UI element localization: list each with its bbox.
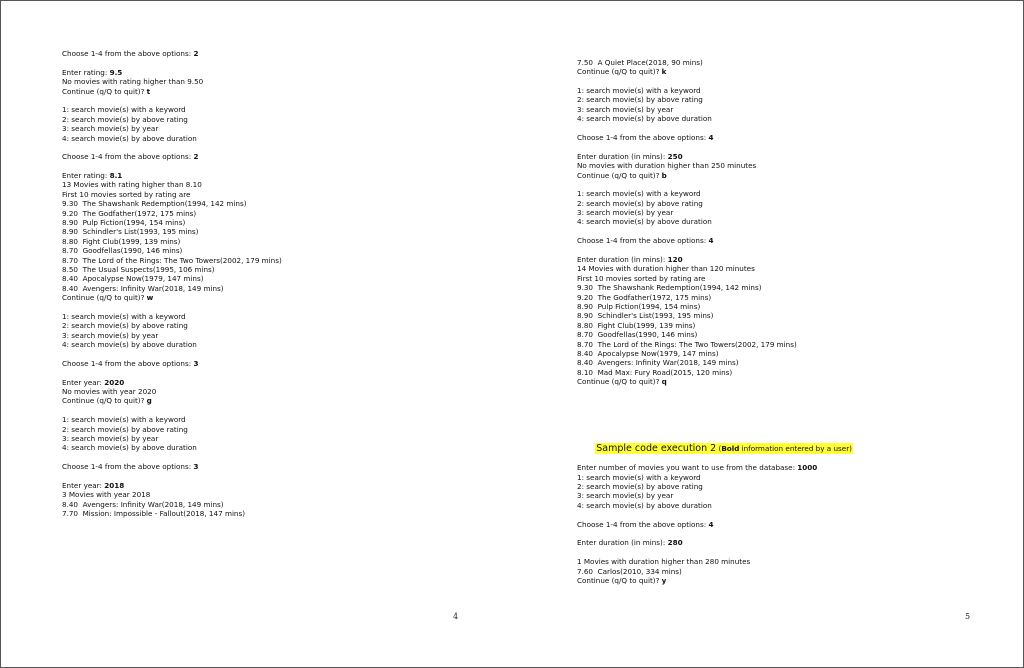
text-line: [62, 265, 282, 274]
line-text: 1: search movie(s) with a keyword: [577, 472, 701, 482]
line-text: 3 Movies with year 2018: [62, 490, 151, 500]
text-line: [62, 462, 282, 471]
user-input-value: 3: [193, 462, 199, 472]
text-line: [577, 114, 853, 123]
user-input-value: q: [661, 377, 667, 387]
user-input-value: 1000: [797, 463, 818, 473]
user-input-value: 4: [708, 519, 714, 529]
blank-line: [62, 162, 282, 171]
text-line: [62, 387, 282, 396]
text-line: [577, 358, 853, 367]
line-text: 2: search movie(s) by above rating: [577, 95, 703, 105]
line-text: Continue (q/Q to quit)?: [577, 576, 662, 585]
blank-line: [62, 350, 282, 359]
text-line: [62, 312, 282, 321]
line-text: 4: search movie(s) by above duration: [577, 114, 712, 124]
text-line: [577, 105, 853, 114]
text-line: [577, 557, 853, 566]
line-text: 3: search movie(s) by year: [62, 124, 159, 134]
user-input-value: 4: [708, 132, 714, 142]
blank-line: [577, 77, 853, 86]
blank-line: [577, 124, 853, 133]
text-line: [577, 264, 853, 273]
line-text: 7.60 Carlos(2010, 334 mins): [577, 566, 682, 576]
text-line: [62, 68, 282, 77]
section-heading: [577, 434, 853, 454]
text-line: [62, 396, 282, 405]
text-line: [62, 509, 282, 518]
line-text: 1: search movie(s) with a keyword: [62, 415, 186, 425]
line-text: 4: search movie(s) by above duration: [62, 340, 197, 350]
line-text: 1: search movie(s) with a keyword: [62, 105, 186, 115]
line-text: Continue (q/Q to quit)?: [62, 86, 147, 96]
text-line: [62, 49, 282, 58]
line-text: Choose 1-4 from the above options:: [62, 358, 194, 368]
line-text: 2: search movie(s) by above rating: [577, 198, 703, 208]
text-line: [62, 481, 282, 490]
line-text: 4: search movie(s) by above duration: [62, 133, 197, 143]
user-input-value: 3: [193, 358, 199, 368]
line-text: 9.30 The Shawshank Redemption(1994, 142 mins): [577, 283, 762, 293]
text-line: [62, 87, 282, 96]
text-line: [62, 415, 282, 424]
line-text: No movies with rating higher than 9.50: [62, 77, 204, 87]
text-line: [577, 58, 853, 67]
text-line: [62, 124, 282, 133]
line-text: Choose 1-4 from the above options:: [577, 236, 709, 246]
text-line: [577, 340, 853, 349]
text-line: [577, 161, 853, 170]
user-input-value: 280: [667, 538, 683, 548]
line-text: 4: search movie(s) by above duration: [577, 217, 712, 227]
blank-line: [62, 303, 282, 312]
page-4: [1, 1, 511, 667]
line-text: No movies with year 2020: [62, 387, 157, 397]
text-line: [577, 491, 853, 500]
line-text: 14 Movies with duration higher than 120 minutes: [577, 264, 755, 274]
heading-note: (Bold information entered by a user): [716, 443, 852, 453]
heading-title: Sample code execution 2: [596, 442, 717, 454]
line-text: 7.70 Mission: Impossible - Fallout(2018, 147 mins): [62, 509, 246, 519]
text-line: [62, 256, 282, 265]
page-number: 4: [453, 612, 459, 621]
text-line: [62, 180, 282, 189]
user-input-value: 2018: [104, 480, 125, 490]
line-text: 4: search movie(s) by above duration: [62, 443, 197, 453]
line-text: Continue (q/Q to quit)?: [577, 170, 662, 180]
line-text: 2: search movie(s) by above rating: [62, 114, 188, 124]
line-text: 8.10 Mad Max: Fury Road(2015, 120 mins): [577, 367, 733, 377]
text-line: [62, 293, 282, 302]
text-line: [577, 274, 853, 283]
line-text: 3: search movie(s) by year: [577, 491, 674, 501]
line-text: 2: search movie(s) by above rating: [62, 424, 188, 434]
text-line: [62, 77, 282, 86]
text-line: [62, 321, 282, 330]
text-line: [62, 274, 282, 283]
line-text: 3: search movie(s) by year: [577, 104, 674, 114]
text-line: [62, 340, 282, 349]
text-line: [577, 236, 853, 245]
blank-line: [577, 142, 853, 151]
text-line: [577, 482, 853, 491]
user-input-value: y: [661, 576, 667, 585]
text-line: [577, 576, 853, 585]
page-number: 5: [965, 612, 971, 621]
line-text: 1 Movies with duration higher than 280 minutes: [577, 557, 751, 567]
blank-line: [577, 529, 853, 538]
blank-line: [62, 368, 282, 377]
text-line: [62, 171, 282, 180]
line-text: Enter number of movies you want to use from the database:: [577, 463, 798, 473]
user-input-value: 2: [193, 49, 199, 58]
line-text: 8.90 Schindler's List(1993, 195 mins): [62, 227, 199, 237]
line-text: 8.90 Pulp Fiction(1994, 154 mins): [62, 218, 186, 228]
text-line: [577, 255, 853, 264]
line-text: Enter rating:: [62, 171, 110, 181]
blank-line: [62, 406, 282, 415]
blank-line: [577, 227, 853, 236]
blank-line: [62, 472, 282, 481]
text-line: [62, 490, 282, 499]
text-line: [577, 538, 853, 547]
text-line: [577, 330, 853, 339]
text-line: [577, 463, 853, 472]
line-text: Enter rating:: [62, 67, 110, 77]
line-text: First 10 movies sorted by rating are: [62, 189, 191, 199]
line-text: 3: search movie(s) by year: [62, 330, 159, 340]
text-line: [577, 208, 853, 217]
text-line: [62, 218, 282, 227]
line-text: Continue (q/Q to quit)?: [577, 377, 662, 387]
line-text: 8.70 Goodfellas(1990, 146 mins): [62, 246, 183, 256]
text-line: [577, 171, 853, 180]
line-text: 8.70 Goodfellas(1990, 146 mins): [577, 330, 698, 340]
blank-line: [577, 180, 853, 189]
text-line: [62, 434, 282, 443]
line-text: Enter year:: [62, 377, 105, 387]
user-input-value: 8.1: [109, 171, 123, 181]
user-input-value: g: [146, 396, 152, 406]
line-text: 2: search movie(s) by above rating: [577, 482, 703, 492]
line-text: No movies with duration higher than 250 minutes: [577, 161, 757, 171]
text-line: [577, 567, 853, 576]
blank-line: [62, 143, 282, 152]
text-line: [62, 134, 282, 143]
user-input-value: 2: [193, 152, 199, 162]
line-text: Choose 1-4 from the above options:: [577, 132, 709, 142]
line-text: 8.40 Apocalypse Now(1979, 147 mins): [577, 348, 719, 358]
line-text: Choose 1-4 from the above options:: [62, 49, 194, 58]
text-line: [577, 473, 853, 482]
line-text: Continue (q/Q to quit)?: [577, 67, 662, 77]
line-text: 8.90 Schindler's List(1993, 195 mins): [577, 311, 714, 321]
line-text: 1: search movie(s) with a keyword: [62, 311, 186, 321]
line-text: 8.70 The Lord of the Rings: The Two Towers(2002, 179 mins): [62, 255, 282, 265]
page-4-text: [62, 49, 282, 519]
text-line: [577, 293, 853, 302]
highlighted-heading: [595, 443, 853, 454]
line-text: 8.80 Fight Club(1999, 139 mins): [577, 320, 696, 330]
line-text: Continue (q/Q to quit)?: [62, 396, 147, 406]
text-line: [62, 284, 282, 293]
text-line: [577, 302, 853, 311]
line-text: 2: search movie(s) by above rating: [62, 321, 188, 331]
text-line: [577, 199, 853, 208]
blank-line: [62, 58, 282, 67]
user-input-value: 9.5: [109, 67, 123, 77]
user-input-value: t: [146, 86, 151, 96]
text-line: [62, 115, 282, 124]
user-input-value: w: [146, 293, 154, 303]
line-text: 8.80 Fight Club(1999, 139 mins): [62, 236, 181, 246]
line-text: Enter duration (in mins):: [577, 255, 668, 265]
line-text: Choose 1-4 from the above options:: [577, 519, 709, 529]
page-5: [513, 1, 1023, 667]
text-line: [62, 443, 282, 452]
line-text: 8.40 Avengers: Infinity War(2018, 149 mins): [577, 358, 739, 368]
blank-line: [577, 246, 853, 255]
text-line: [577, 321, 853, 330]
text-line: [577, 133, 853, 142]
text-line: [577, 67, 853, 76]
text-line: [577, 283, 853, 292]
text-line: [62, 378, 282, 387]
text-line: [62, 425, 282, 434]
text-line: [62, 190, 282, 199]
line-text: 8.50 The Usual Suspects(1995, 106 mins): [62, 264, 215, 274]
line-text: 1: search movie(s) with a keyword: [577, 189, 701, 199]
text-line: [62, 237, 282, 246]
blank-line: [577, 548, 853, 557]
line-text: Enter duration (in mins):: [577, 151, 668, 161]
text-line: [62, 359, 282, 368]
line-text: 9.30 The Shawshank Redemption(1994, 142 mins): [62, 199, 247, 209]
line-text: 3: search movie(s) by year: [577, 208, 674, 218]
text-line: [62, 209, 282, 218]
line-text: 4: search movie(s) by above duration: [577, 500, 712, 510]
blank-line: [62, 453, 282, 462]
line-text: 8.70 The Lord of the Rings: The Two Towers(2002, 179 mins): [577, 339, 797, 349]
user-input-value: 4: [708, 236, 714, 246]
text-line: [577, 377, 853, 386]
line-text: Enter year:: [62, 480, 105, 490]
text-line: [62, 331, 282, 340]
text-line: [577, 95, 853, 104]
line-text: First 10 movies sorted by rating are: [577, 273, 706, 283]
blank-line: [577, 510, 853, 519]
text-line: [577, 189, 853, 198]
text-line: [62, 500, 282, 509]
text-line: [62, 152, 282, 161]
text-line: [62, 246, 282, 255]
line-text: 3: search movie(s) by year: [62, 434, 159, 444]
text-line: [62, 227, 282, 236]
text-line: [577, 152, 853, 161]
line-text: Choose 1-4 from the above options:: [62, 152, 194, 162]
text-line: [62, 199, 282, 208]
user-input-value: 2020: [104, 377, 125, 387]
line-text: 7.50 A Quiet Place(2018, 90 mins): [577, 57, 703, 67]
text-line: [577, 501, 853, 510]
user-input-value: 120: [667, 255, 683, 265]
line-text: 8.90 Pulp Fiction(1994, 154 mins): [577, 301, 701, 311]
line-text: 8.40 Avengers: Infinity War(2018, 149 mins): [62, 283, 224, 293]
text-line: [577, 349, 853, 358]
text-line: [577, 520, 853, 529]
user-input-value: k: [661, 67, 667, 77]
text-line: [62, 105, 282, 114]
line-text: 8.40 Avengers: Infinity War(2018, 149 mins): [62, 499, 224, 509]
blank-line: [62, 96, 282, 105]
line-text: 8.40 Apocalypse Now(1979, 147 mins): [62, 274, 204, 284]
text-line: [577, 86, 853, 95]
line-text: Choose 1-4 from the above options:: [62, 462, 194, 472]
line-text: 9.20 The Godfather(1972, 175 mins): [577, 292, 712, 302]
line-text: 13 Movies with rating higher than 8.10: [62, 180, 202, 190]
text-line: [577, 311, 853, 320]
page-5-text: [577, 39, 853, 604]
user-input-value: b: [661, 170, 667, 180]
text-line: [577, 217, 853, 226]
user-input-value: 250: [667, 151, 683, 161]
line-text: 9.20 The Godfather(1972, 175 mins): [62, 208, 197, 218]
line-text: 1: search movie(s) with a keyword: [577, 85, 701, 95]
line-text: Enter duration (in mins):: [577, 538, 668, 548]
text-line: [577, 368, 853, 377]
line-text: Continue (q/Q to quit)?: [62, 293, 147, 303]
